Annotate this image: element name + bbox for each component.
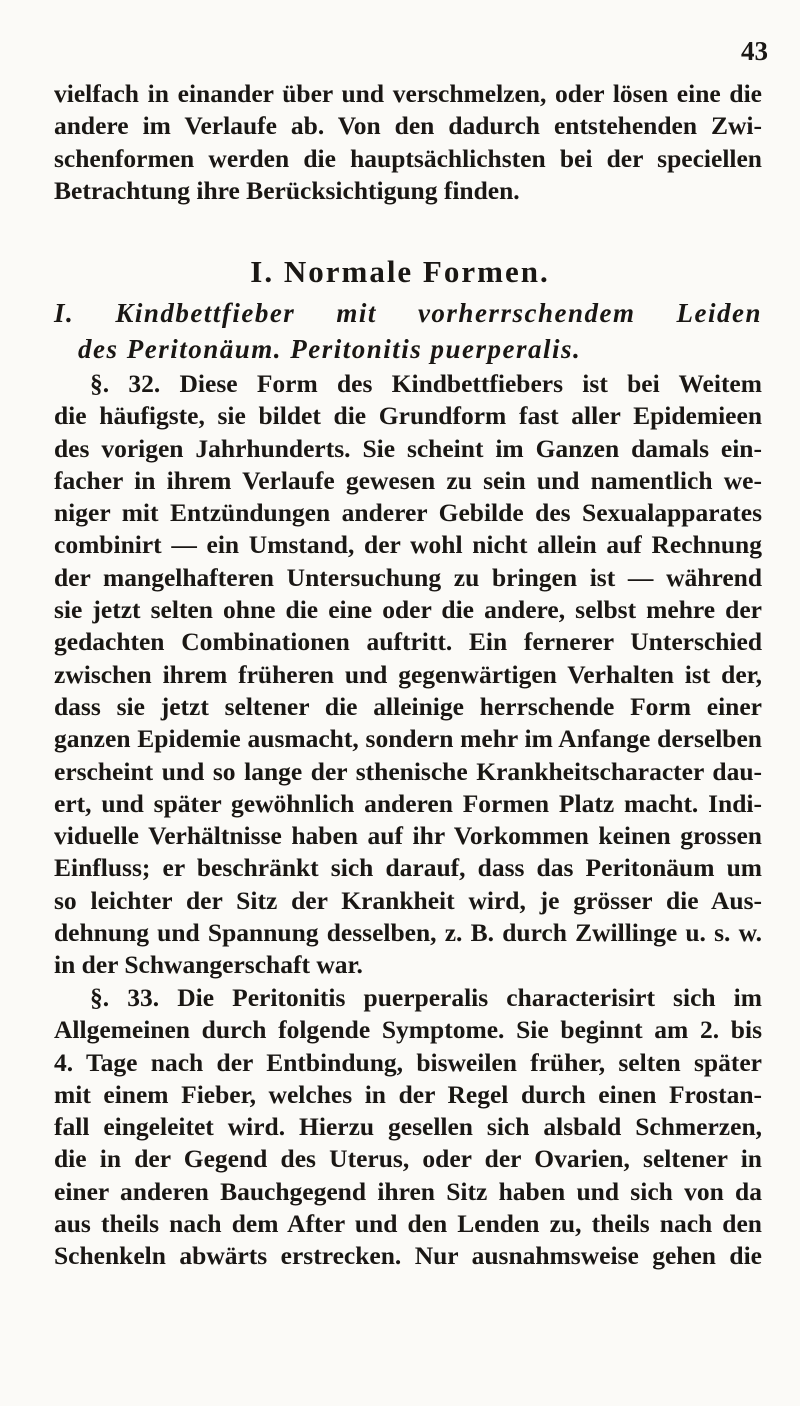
paragraph-32 [54, 368, 762, 982]
text-line: ert, und später gewöhnlich anderen Formen Platz macht. Indi- [54, 788, 762, 818]
text-line: facher in ihrem Verlaufe gewesen zu sein und namentlich we- [54, 465, 762, 495]
text-line: in der Schwangerschaft war. [54, 950, 363, 980]
text-line: die häufigste, sie bildet die Grundform fast aller Epidemieen [54, 401, 762, 431]
subheading [54, 295, 762, 367]
text-line: viduelle Verhältnisse haben auf ihr Vorkommen keinen grossen [54, 821, 762, 851]
text-line: 4. Tage nach der Entbindung, bisweilen früher, selten später [54, 1047, 762, 1077]
text-line: aus theils nach dem After und den Lenden zu, theils nach den [54, 1209, 762, 1239]
text-line: ganzen Epidemie ausmacht, sondern mehr im Anfange derselben [54, 724, 762, 754]
section-heading: I. Normale Formen. [250, 254, 550, 289]
text-line: Betrachtung ihre Berücksichtigung finden. [54, 175, 520, 205]
text-line: Allgemeinen durch folgende Symptome. Sie beginnt am 2. bis [54, 1015, 762, 1045]
text-line: mit einem Fieber, welches in der Regel durch einen Frostan- [54, 1079, 762, 1109]
text-line: combinirt — ein Umstand, der wohl nicht allein auf Rechnung [54, 530, 762, 560]
intro-paragraph [54, 78, 762, 207]
text-line: Schenkeln abwärts erstrecken. Nur ausnahmsweise gehen die [54, 1241, 762, 1271]
page-number: 43 [741, 36, 768, 66]
text-line: Einfluss; er beschränkt sich darauf, dass das Peritonäum um [54, 853, 762, 883]
text-line: die in der Gegend des Uterus, oder der Ovarien, seltener in [54, 1144, 762, 1174]
text-line: vielfach in einander über und verschmelzen, oder lösen eine die [54, 79, 762, 108]
paragraph-33 [54, 982, 762, 1273]
text-line: §. 33. Die Peritonitis puerperalis characterisirt sich im [90, 983, 762, 1012]
text-line: andere im Verlaufe ab. Von den dadurch entstehenden Zwi- [54, 111, 762, 141]
text-line: so leichter der Sitz der Krankheit wird, je grösser die Aus- [54, 885, 762, 915]
text-line: zwischen ihrem früheren und gegenwärtigen Verhalten ist der, [54, 659, 762, 689]
text-line: dass sie jetzt seltener die alleinige herrschende Form einer [54, 691, 762, 721]
text-line: niger mit Entzündungen anderer Gebilde des Sexualapparates [54, 498, 762, 528]
text-line: der mangelhafteren Untersuchung zu bringen ist — während [54, 562, 762, 592]
text-line: §. 32. Diese Form des Kindbettfiebers ist bei Weitem [90, 369, 762, 398]
subheading-line: I. Kindbettfieber mit vorherrschendem Leiden [54, 298, 762, 328]
text-line: dehnung und Spannung desselben, z. B. durch Zwillinge u. s. w. [54, 918, 762, 948]
text-line: erscheint und so lange der sthenische Krankheitscharacter dau- [54, 756, 762, 786]
text-line: schenformen werden die hauptsächlichsten bei der speciellen [54, 143, 762, 173]
subheading-line: des Peritonäum. Peritonitis puerperalis. [78, 334, 582, 364]
text-line: des vorigen Jahrhunderts. Sie scheint im Ganzen damals ein- [54, 433, 762, 463]
text-line: sie jetzt selten ohne die eine oder die andere, selbst mehre der [54, 595, 762, 625]
text-line: fall eingeleitet wird. Hierzu gesellen sich alsbald Schmerzen, [54, 1112, 762, 1142]
text-line: einer anderen Bauchgegend ihren Sitz haben und sich von da [54, 1176, 762, 1206]
text-line: gedachten Combinationen auftritt. Ein fernerer Unterschied [54, 627, 762, 657]
